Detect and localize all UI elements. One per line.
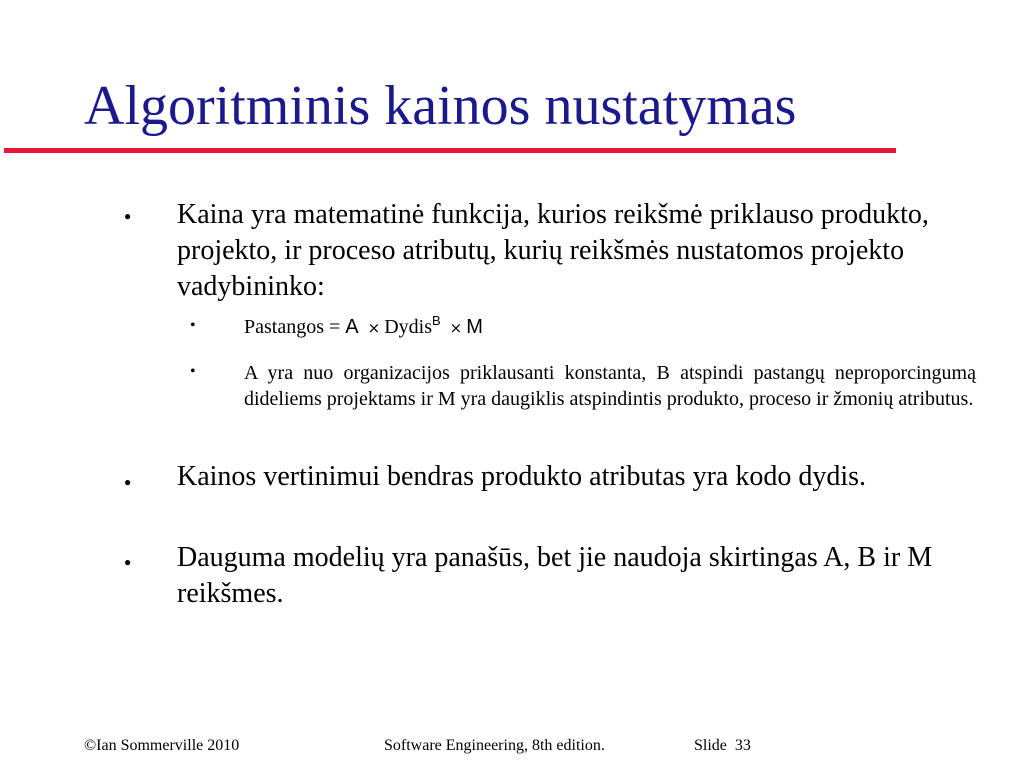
- formula-times-sign: ×: [367, 319, 381, 337]
- bullet-marker: ●: [124, 475, 132, 489]
- effort-formula: [244, 314, 976, 341]
- formula-times-sign: ×: [449, 319, 463, 337]
- bullet-text-code-size: Kainos vertinimui bendras produkto atributas yra kodo dydis.: [177, 461, 866, 492]
- formula-size: Dydis: [384, 316, 432, 338]
- formula-constant-a: A: [345, 316, 359, 338]
- bullet-text-models: Dauguma modelių yra panašūs, bet jie naudoja skirtingas A, B ir M reikšmes.: [177, 542, 933, 609]
- slide-title: Algoritminis kainos nustatymas: [84, 75, 797, 137]
- bullet-marker: ●: [124, 555, 132, 569]
- formula-multiplier-m: M: [466, 316, 483, 338]
- formula-lhs: Pastangos =: [244, 316, 341, 338]
- footer-slide-label: Slide: [694, 737, 727, 754]
- footer-slide-number: [694, 738, 751, 754]
- sub-bullet-marker: •: [190, 363, 196, 380]
- footer-copyright: ©Ian Sommerville 2010: [84, 737, 240, 754]
- bullet-text-cost-function: Kaina yra matematinė funkcija, kurios reikšmė priklauso produkto, projekto, ir proceso atributų, kurių reikšmės nustatomos projekto vadybininko:: [177, 199, 929, 302]
- sub-bullet-marker: •: [190, 317, 196, 334]
- footer-slide-value: 33: [734, 737, 751, 754]
- bullet-marker: ●: [124, 209, 132, 223]
- formula-exponent-b: B: [432, 313, 441, 328]
- formula-explanation: A yra nuo organizacijos priklausanti konstanta, B atspindi pastangų neproporcingumą dideliems projektams ir M yra daugiklis atspindintis produkto, proceso ir žmonių atributus.: [244, 362, 976, 410]
- footer-book-title: Software Engineering, 8th edition.: [384, 737, 605, 754]
- title-underline: [4, 148, 896, 153]
